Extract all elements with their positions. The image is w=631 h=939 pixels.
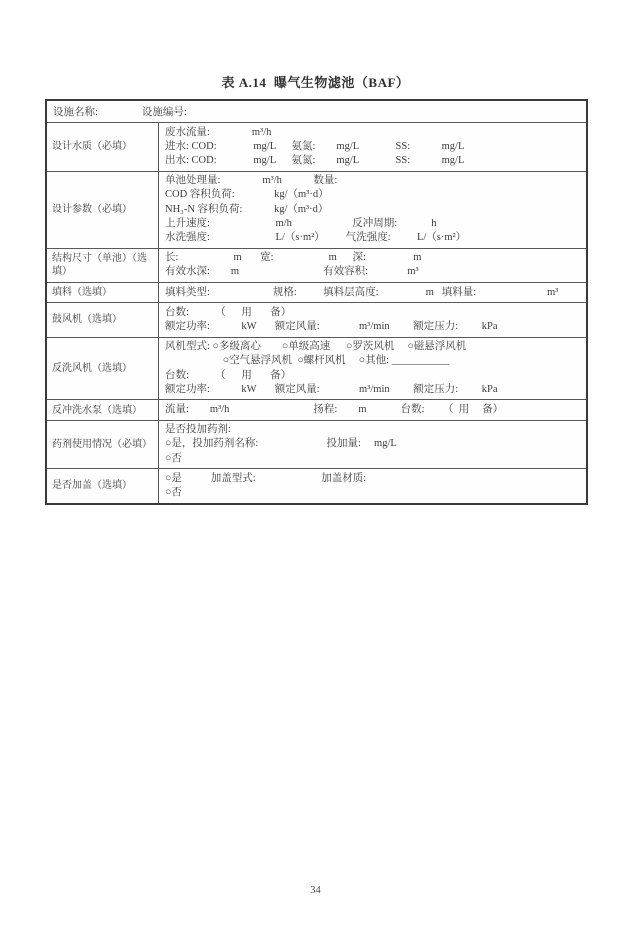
form-line: 长: m 宽: m 深: m	[165, 252, 422, 264]
row-label: 设计水质（必填）	[47, 123, 159, 171]
form-row-chemical-usage	[47, 420, 586, 469]
form-line: 填料类型: 规格: 填料层高度: m 填料量: m³	[165, 286, 559, 298]
row-label: 是否加盖（选填）	[47, 469, 159, 502]
form-line: ○否	[165, 452, 182, 464]
row-content	[159, 469, 586, 502]
form-line: ○是，投加药剂名称: 投加量: mg/L	[165, 438, 397, 450]
form-row-design-parameters	[47, 171, 586, 248]
form-line: 上升速度: m/h 反冲周期: h	[165, 217, 437, 229]
form-line: 额定功率: kW 额定风量: m³/min 额定压力: kPa	[165, 320, 498, 332]
row-label: 反洗风机（选填）	[47, 338, 159, 400]
form-row-cover	[47, 468, 586, 502]
form-line: COD 容积负荷: kg/（m³·d）	[165, 189, 329, 201]
form-line: 是否投加药剂:	[165, 424, 231, 436]
form-line: 流量: m³/h 扬程: m 台数: （ 用 备）	[165, 403, 504, 415]
row-label: 设计参数（必填）	[47, 172, 159, 248]
row-content	[159, 249, 586, 282]
form-line: 有效水深: m 有效容积: m³	[165, 266, 419, 278]
row-label: 反冲洗水泵（选填）	[47, 400, 159, 419]
form-line: 台数: （ 用 备）	[165, 369, 292, 381]
form-line: 单池处理量: m³/h 数量:	[165, 175, 338, 187]
form-row-structure-dimensions	[47, 248, 586, 282]
row-content	[159, 172, 586, 248]
table-title: 表 A.14 曝气生物滤池（BAF）	[221, 75, 410, 90]
row-content	[159, 283, 586, 302]
form-line: 出水: COD: mg/L 氨氮: mg/L SS: mg/L	[165, 154, 465, 166]
form-line: ○是 加盖型式: 加盖材质:	[165, 472, 367, 484]
row-label: 鼓风机（选填）	[47, 303, 159, 336]
form-line: 台数: （ 用 备）	[165, 306, 292, 318]
form-line: 水洗强度: L/（s·m²） 气洗强度: L/（s·m²）	[165, 231, 467, 243]
facility-name-label: 设施名称:	[53, 107, 98, 118]
row-content	[159, 303, 586, 336]
form-line: ○空气悬浮风机 ○螺杆风机 ○其他: ___________	[165, 355, 450, 367]
row-label: 结构尺寸（单池）（选填）	[47, 249, 159, 282]
row-label: 填料（选填）	[47, 283, 159, 302]
form-row-blower	[47, 302, 586, 336]
form-row-design-water-quality	[47, 122, 586, 171]
facility-number-label: 设施编号:	[141, 107, 187, 118]
form-line: 废水流量: m³/h	[165, 126, 272, 138]
row-content	[159, 123, 586, 171]
form-line: 进水: COD: mg/L 氨氮: mg/L SS: mg/L	[165, 140, 465, 152]
row-content	[159, 338, 586, 400]
form-line: ○否	[165, 486, 182, 498]
row-content	[159, 421, 586, 469]
facility-header-row	[47, 101, 586, 122]
form-row-backwash-pump	[47, 399, 586, 419]
form-row-filler-media	[47, 282, 586, 302]
row-content	[159, 400, 586, 419]
row-label: 药剂使用情况（必填）	[47, 421, 159, 469]
page-number: 34	[310, 885, 321, 896]
form-line: 额定功率: kW 额定风量: m³/min 额定压力: kPa	[165, 383, 498, 395]
form-line: 风机型式: ○多级离心 ○单级高速 ○罗茨风机 ○磁悬浮风机	[165, 341, 467, 353]
form-row-backwash-fan	[47, 337, 586, 400]
baf-form-table	[45, 99, 588, 505]
form-line: NH₃-N 容积负荷: kg/（m³·d）	[165, 203, 329, 215]
